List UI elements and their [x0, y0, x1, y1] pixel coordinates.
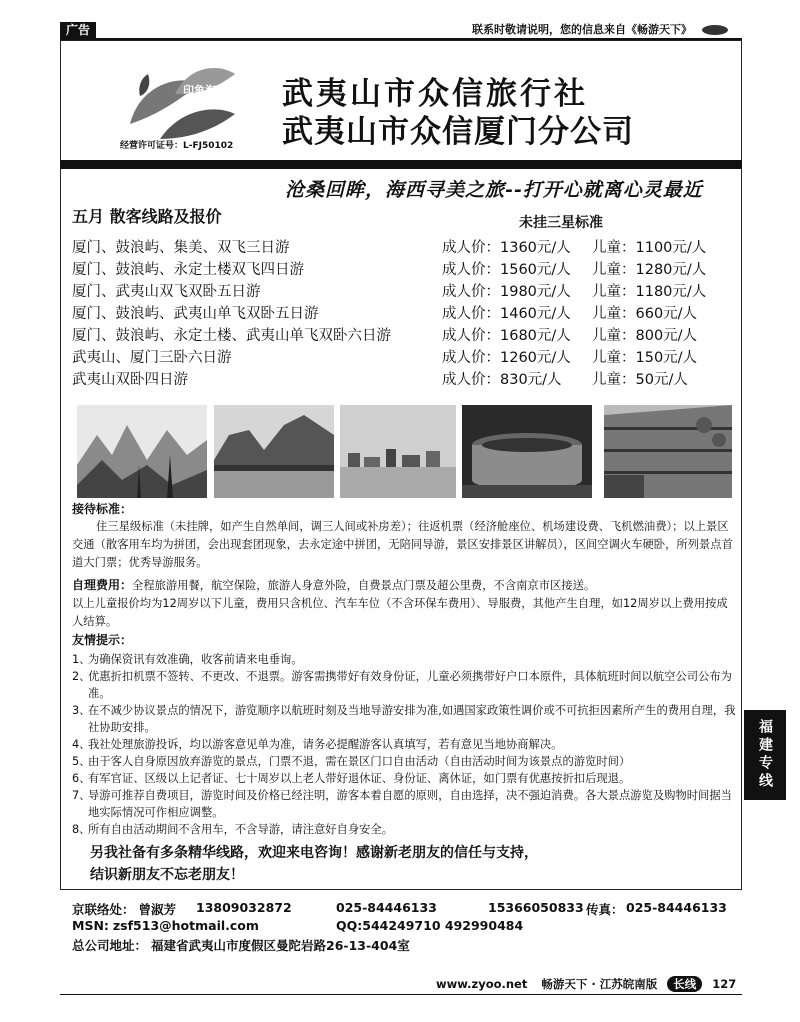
adult-price: 成人价：1260元/人 — [442, 350, 571, 366]
tip-item — [72, 736, 742, 753]
section-side-tab: 福建专线 — [744, 710, 786, 800]
tip-text: 有军官证、区级以上记者证、七十周岁以上老人带好退休证、身份证、离休证，如门票有优惠按折扣后现退。 — [88, 772, 631, 785]
self-pay-body: 全程旅游用餐，航空保险，旅游人身意外险，自费景点门票及超公里费，不含南京市区接送。 — [132, 579, 596, 592]
tip-item — [72, 753, 742, 770]
route-row — [72, 302, 732, 324]
route-row — [72, 258, 732, 280]
tip-item — [72, 821, 742, 838]
child-price: 儿童：800元/人 — [592, 328, 698, 344]
route-name: 武夷山、厦门三卧六日游 — [72, 350, 232, 366]
msn-label: MSN: — [72, 918, 109, 933]
footer-section-badge: 长线 — [667, 976, 702, 992]
contact-row-online — [72, 918, 524, 936]
photo-village-sea — [340, 405, 456, 498]
company-address: 福建省武夷山市度假区曼陀岩路26-13-404室 — [151, 938, 410, 953]
phone-mobile-2[interactable]: 15366050833 — [488, 900, 584, 915]
company-name-branch: 武夷山市众信厦门分公司 — [282, 114, 634, 150]
slogan: 沧桑回眸，海西寻美之旅--打开心就离心灵最近 — [285, 179, 703, 201]
tip-text: 导游可推荐自费项目，游览时间及价格已经注明，游客本着自愿的原则，自由选择，决不强迫消费。各大景点游览及购物时间据当地实际情况可作相应调整。 — [88, 789, 732, 819]
reception-section — [72, 500, 738, 572]
tip-item — [72, 651, 742, 668]
tips-heading: 友情提示： — [72, 633, 133, 647]
footer-divider — [60, 994, 742, 995]
msn-address[interactable]: zsf513@hotmail.com — [112, 918, 259, 933]
phone-mobile[interactable]: 13809032872 — [196, 900, 292, 915]
magazine-logo-icon — [702, 25, 728, 35]
adult-price: 成人价：1680元/人 — [442, 328, 571, 344]
logo-text: 印象海西 — [183, 84, 227, 97]
route-name: 厦门、鼓浪屿、永定土楼双飞四日游 — [72, 262, 304, 278]
tip-item — [72, 787, 742, 821]
child-price: 儿童：660元/人 — [592, 306, 698, 322]
company-logo — [120, 64, 240, 144]
self-pay-heading: 自理费用： — [72, 578, 133, 592]
photo-misty-mountains — [77, 405, 207, 498]
routes-title: 五月 散客线路及报价 — [72, 207, 222, 226]
route-name: 厦门、武夷山双飞双卧五日游 — [72, 284, 261, 300]
route-name: 武夷山双卧四日游 — [72, 372, 188, 388]
tip-number: 8、 — [72, 823, 91, 836]
route-row — [72, 236, 732, 258]
office-label: 京联络处： — [72, 902, 135, 917]
adult-price: 成人价：1360元/人 — [442, 240, 571, 256]
page-number: 127 — [712, 977, 737, 991]
accommodation-standard: 未挂三星标准 — [519, 215, 603, 231]
tip-number: 5、 — [72, 755, 91, 768]
tip-number: 4、 — [72, 738, 91, 751]
contact-block — [72, 900, 727, 954]
self-pay-section — [72, 576, 738, 631]
route-list — [72, 236, 732, 390]
reception-body: 住三星级标准（未挂牌，如产生自然单间，调三人间或补房差）；往返机票（经济舱座位、机场建设费、飞机燃油费）；以上景区交通（散客用车均为拼团，会出现套团现象，去永定途中拼团，无陪同导游，景区安排景区讲解员），区间空调火车硬卧，所列景点首道大门票；优秀导游服务。 — [72, 520, 733, 569]
tip-number: 7、 — [72, 789, 91, 802]
tip-number: 6、 — [72, 772, 91, 785]
child-price-note: 以上儿童报价均为12周岁以下儿童，费用只含机位、汽车车位（不含环保车费用）、导服费，其他产生自理，如12周岁以上费用按成人结算。 — [72, 597, 728, 628]
address-label: 总公司地址： — [72, 938, 148, 953]
phone-office[interactable]: 025-84446133 — [336, 900, 437, 915]
page-footer — [436, 976, 736, 992]
tip-item — [72, 668, 742, 702]
scenery-photos — [72, 405, 732, 498]
adult-price: 成人价：1460元/人 — [442, 306, 571, 322]
tip-text: 由于客人自身原因放弃游览的景点，门票不退，需在景区门口自由活动（自由活动时间为该景点的游览时间） — [88, 755, 631, 768]
top-note: 联系时敬请说明，您的信息来自《畅游天下》 — [472, 21, 728, 37]
qq-numbers: QQ:544249710 492990484 — [336, 918, 524, 933]
tip-text: 在不减少协议景点的情况下，游览顺序以航班时刻及当地导游安排为准,如遇国家政策性调价或不可抗拒因素所产生的费用自理，我社协助安排。 — [88, 704, 736, 734]
tips-list — [72, 651, 742, 838]
child-price: 儿童：1100元/人 — [592, 240, 707, 256]
ad-label: 广告 — [60, 22, 96, 38]
child-price: 儿童：1280元/人 — [592, 262, 707, 278]
route-row — [72, 368, 732, 390]
child-price: 儿童：1180元/人 — [592, 284, 707, 300]
tip-text: 优惠折扣机票不签转、不更改、不退票。游客需携带好有效身份证，儿童必须携带好户口本原件，具体航班时间以航空公司公布为准。 — [88, 670, 732, 700]
header-divider — [60, 160, 742, 169]
route-name: 厦门、鼓浪屿、永定土楼、武夷山单飞双卧六日游 — [72, 328, 391, 344]
tip-item — [72, 770, 742, 787]
photo-tulou-interior — [604, 405, 732, 498]
contact-row-address — [72, 936, 410, 954]
child-price: 儿童：150元/人 — [592, 350, 698, 366]
tip-item — [72, 702, 742, 736]
tip-number: 1、 — [72, 653, 91, 666]
tip-text: 所有自由活动期间不含用车，不含导游，请注意好自身安全。 — [88, 823, 394, 836]
closing-line-1: 另我社备有多条精华线路，欢迎来电咨询！感谢新老朋友的信任与支持， — [90, 845, 538, 861]
photo-tulou — [462, 405, 592, 498]
leaf-logo-icon — [120, 64, 240, 144]
fax-number: 025-84446133 — [626, 900, 727, 915]
closing-line-2: 结识新朋友不忘老朋友！ — [90, 867, 244, 883]
route-name: 厦门、鼓浪屿、武夷山单飞双卧五日游 — [72, 306, 319, 322]
tip-text: 我社处理旅游投诉，均以游客意见单为准，请务必提醒游客认真填写，若有意见当地协商解决。 — [88, 738, 563, 751]
route-row — [72, 324, 732, 346]
tip-number: 2、 — [72, 670, 91, 683]
tip-text: 为确保资讯有效准确，收客前请来电垂询。 — [88, 653, 303, 666]
fax-label: 传真： — [586, 902, 624, 917]
route-name: 厦门、鼓浪屿、集美、双飞三日游 — [72, 240, 290, 256]
contact-person: 曾淑芳 — [138, 902, 177, 917]
license-number: 经营许可证号：L-FJ50102 — [120, 141, 234, 151]
child-price: 儿童：50元/人 — [592, 372, 688, 388]
adult-price: 成人价：830元/人 — [442, 372, 562, 388]
adult-price: 成人价：1980元/人 — [442, 284, 571, 300]
reception-heading: 接待标准： — [72, 502, 133, 516]
route-row — [72, 280, 732, 302]
tip-number: 3、 — [72, 704, 91, 717]
photo-river-cliffs — [214, 405, 334, 498]
footer-url[interactable]: www.zyoo.net — [436, 977, 528, 991]
contact-row-phone — [72, 900, 727, 918]
adult-price: 成人价：1560元/人 — [442, 262, 571, 278]
route-row — [72, 346, 732, 368]
footer-publication: 畅游天下 · 江苏皖南版 — [541, 977, 658, 991]
closing-message — [90, 842, 730, 886]
company-name-primary: 武夷山市众信旅行社 — [282, 76, 588, 112]
